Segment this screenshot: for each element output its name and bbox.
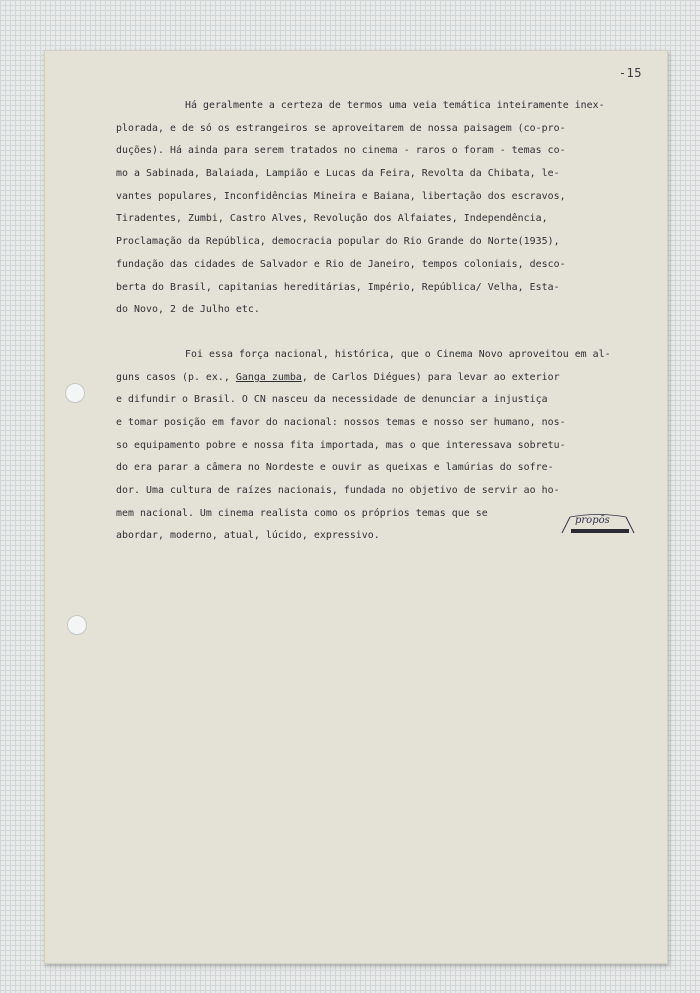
text-line: Foi essa força nacional, histórica, que o Cinema Novo aproveitou em al-: [185, 348, 611, 360]
text-line: abordar, moderno, atual, lúcido, expressivo.: [116, 530, 380, 542]
text-line: duções). Há ainda para serem tratados no cinema - raros o foram - temas co-: [116, 145, 566, 157]
text-line: mo a Sabinada, Balaiada, Lampião e Lucas da Feira, Revolta da Chibata, le-: [116, 168, 560, 180]
text-line: dor. Uma cultura de raízes nacionais, fundada no objetivo de servir ao ho-: [116, 485, 560, 496]
text-line: berta do Brasil, capitanias hereditárias, Império, República/ Velha, Esta-: [116, 281, 560, 293]
handwritten-word: propõs: [575, 515, 610, 526]
text-line: fundação das cidades de Salvador e Rio de Janeiro, tempos coloniais, desco-: [116, 258, 566, 270]
page-number: -15: [618, 66, 642, 80]
film-title: Ganga zumba: [235, 371, 302, 383]
handwritten-correction: [560, 513, 636, 535]
text-line: plorada, e de só os estrangeiros se aproveitarem de nossa paisagem (co-pro-: [116, 122, 566, 134]
text-line: mem nacional. Um cinema realista como os próprios temas que se: [116, 507, 488, 519]
text-line: e tomar posição em favor do nacional: nossos temas e nosso ser humano, nos-: [116, 416, 566, 428]
text-line: guns casos (p. ex., Ganga zumba, de Carlos Diégues) para levar ao exterior: [116, 371, 560, 383]
paragraph-gap: [116, 322, 648, 344]
text-line: do Novo, 2 de Julho etc.: [116, 304, 260, 316]
punch-hole-bottom: [67, 615, 87, 635]
text-line: vantes populares, Inconfidências Mineira e Baiana, libertação dos escravos,: [116, 190, 566, 202]
text-line: so equipamento pobre e nossa fita importada, mas o que interessava sobretu-: [116, 439, 566, 451]
punch-hole-top: [65, 383, 85, 403]
text-line: e difundir o Brasil. O CN nasceu da necessidade de denunciar a injustiça: [116, 394, 548, 406]
text-line: do era parar a câmera no Nordeste e ouvir as queixas e lamúrias do sofre-: [116, 462, 554, 474]
document-body: [116, 95, 648, 548]
text-line: Há geralmente a certeza de termos uma veia temática inteiramente inex-: [185, 100, 605, 111]
text-line: Proclamação da República, democracia popular do Rio Grande do Norte(1935),: [116, 236, 560, 248]
text-line: Tiradentes, Zumbi, Castro Alves, Revolução dos Alfaiates, Independência,: [116, 213, 548, 225]
